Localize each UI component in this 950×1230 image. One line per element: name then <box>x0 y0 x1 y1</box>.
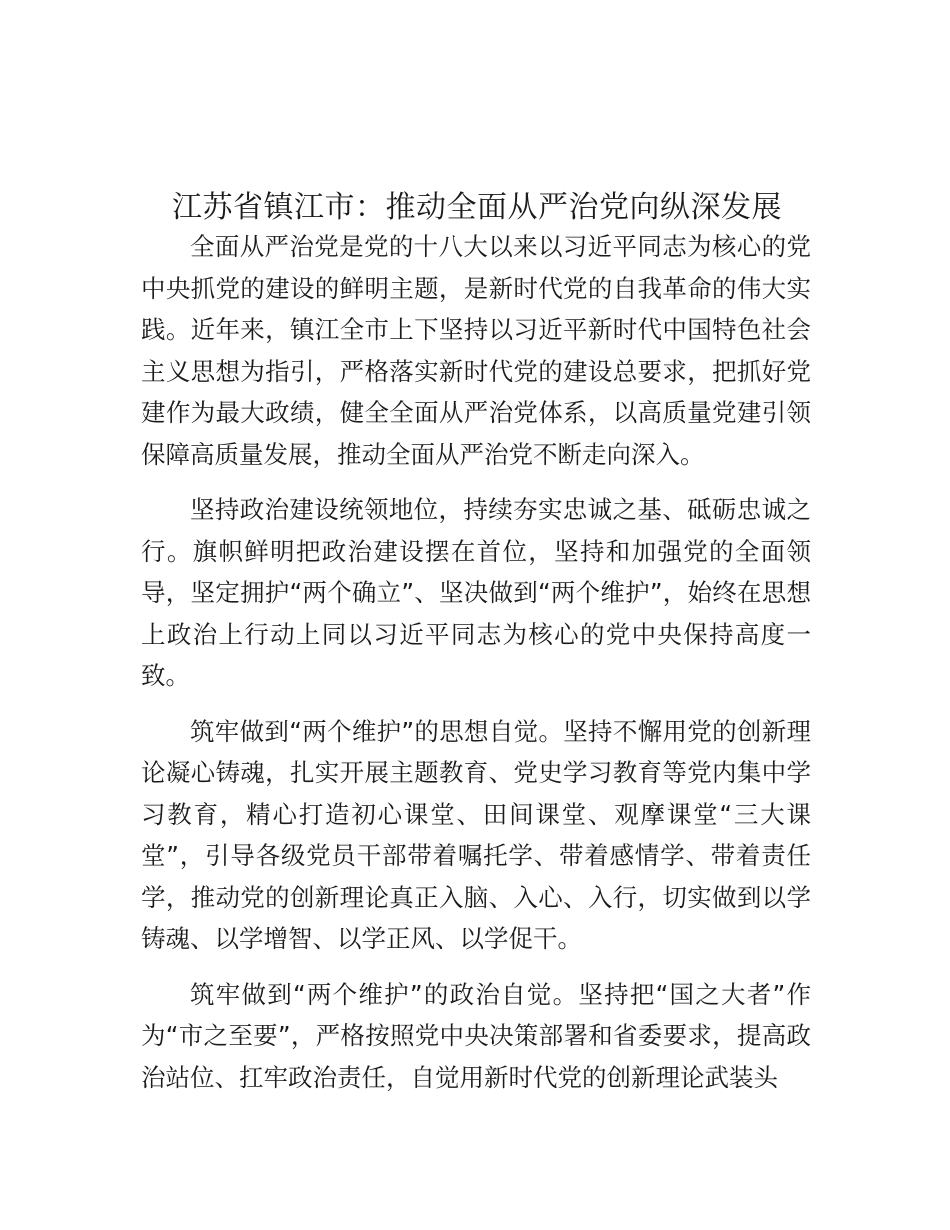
paragraph-political-awareness: 筑牢做到“两个维护”的政治自觉。坚持把“国之大者”作为“市之至要”，严格按照党中央决策部署和省委要求，提高政治站位、扛牢政治责任，自觉用新时代党的创新理论武装头 <box>141 979 811 1092</box>
document-body <box>141 226 811 1112</box>
paragraph-intro: 全面从严治党是党的十八大以来以习近平同志为核心的党中央抓党的建设的鲜明主题，是新时代党的自我革命的伟大实践。近年来，镇江全市上下坚持以习近平新时代中国特色社会主义思想为指引，严格落实新时代党的建设总要求，把抓好党建作为最大政绩，健全全面从严治党体系，以高质量党建引领保障高质量发展，推动全面从严治党不断走向深入。 <box>141 232 811 469</box>
document-title: 江苏省镇江市：推动全面从严治党向纵深发展 <box>172 190 782 226</box>
paragraph-ideological-awareness: 筑牢做到“两个维护”的思想自觉。坚持不懈用党的创新理论凝心铸魂，扎实开展主题教育、党史学习教育等党内集中学习教育，精心打造初心课堂、田间课堂、观摩课堂“三大课堂”，引导各级党员干部带着嘱托学、带着感情学、带着责任学，推动党的创新理论真正入脑、入心、入行，切实做到以学铸魂、以学增智、以学正风、以学促干。 <box>141 716 811 953</box>
paragraph-political-construction: 坚持政治建设统领地位，持续夯实忠诚之基、砥砺忠诚之行。旗帜鲜明把政治建设摆在首位，坚持和加强党的全面领导，坚定拥护“两个确立”、坚决做到“两个维护”，始终在思想上政治上行动上同以习近平同志为核心的党中央保持高度一致。 <box>141 495 811 690</box>
